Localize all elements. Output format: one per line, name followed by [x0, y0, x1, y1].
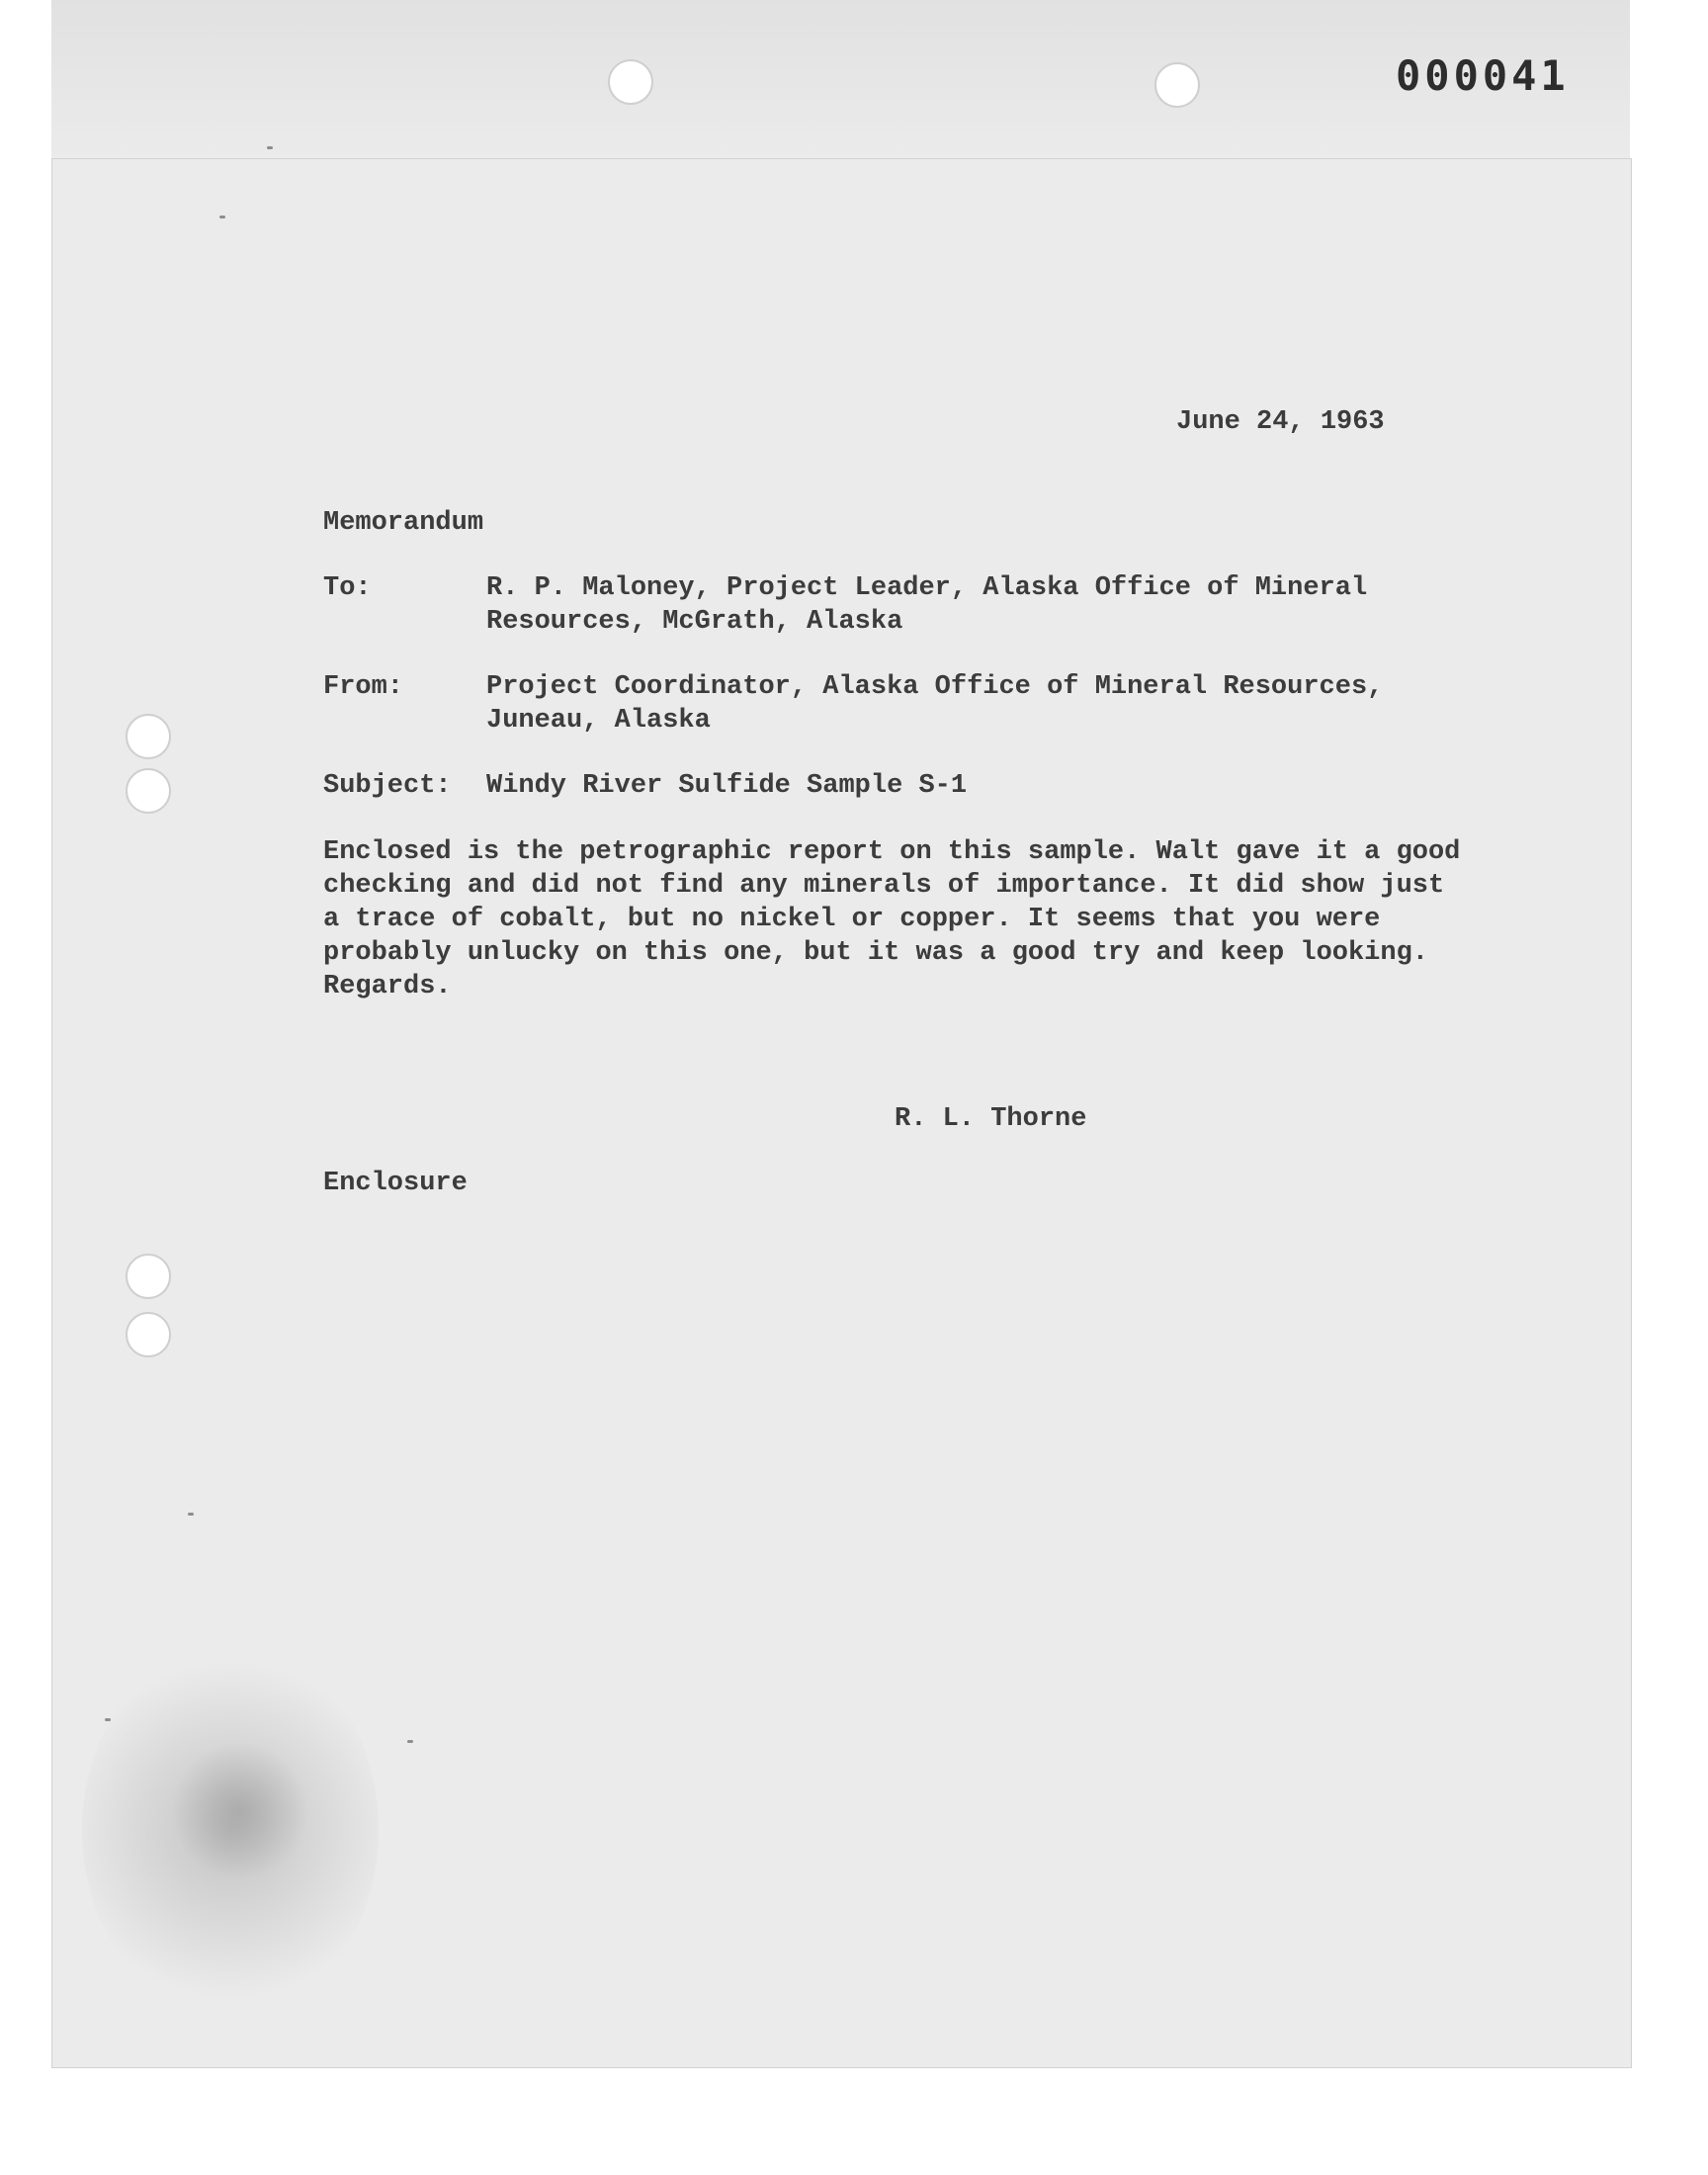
- punch-hole-left-1: [126, 714, 171, 759]
- punch-hole-top-left: [608, 59, 653, 105]
- dust-speck: [188, 1513, 194, 1516]
- to-label: To:: [323, 573, 372, 603]
- document-number-stamp: 000041: [1396, 51, 1570, 100]
- sheet-top-shadow: [51, 0, 1630, 159]
- ink-smudge: [171, 1741, 309, 1879]
- memo-date: June 24, 1963: [1176, 407, 1385, 437]
- memo-page: [51, 158, 1632, 2068]
- memo-title: Memorandum: [323, 508, 484, 538]
- dust-speck: [407, 1740, 413, 1743]
- enclosure-note: Enclosure: [323, 1169, 468, 1198]
- from-value: Project Coordinator, Alaska Office of Mineral Resources, Juneau, Alaska: [486, 672, 1384, 736]
- punch-hole-left-2: [126, 768, 171, 814]
- dust-speck: [267, 146, 273, 149]
- punch-hole-left-4: [126, 1312, 171, 1357]
- from-label: From:: [323, 672, 404, 702]
- dust-speck: [105, 1718, 111, 1721]
- punch-hole-left-3: [126, 1254, 171, 1299]
- dust-speck: [219, 216, 225, 218]
- punch-hole-top-right: [1154, 62, 1200, 108]
- signature: R. L. Thorne: [895, 1104, 1087, 1134]
- subject-label: Subject:: [323, 771, 452, 801]
- to-value: R. P. Maloney, Project Leader, Alaska Office of Mineral Resources, McGrath, Alaska: [486, 573, 1368, 637]
- memo-body: Enclosed is the petrographic report on this sample. Walt gave it a good checking and did not find any minerals of importance. It did show just a trace of cobalt, but no nickel or copper. It seems that you were probably unlucky on this one, but it was a good try and keep looking. Regards.: [323, 837, 1461, 1001]
- subject-value: Windy River Sulfide Sample S-1: [486, 771, 968, 801]
